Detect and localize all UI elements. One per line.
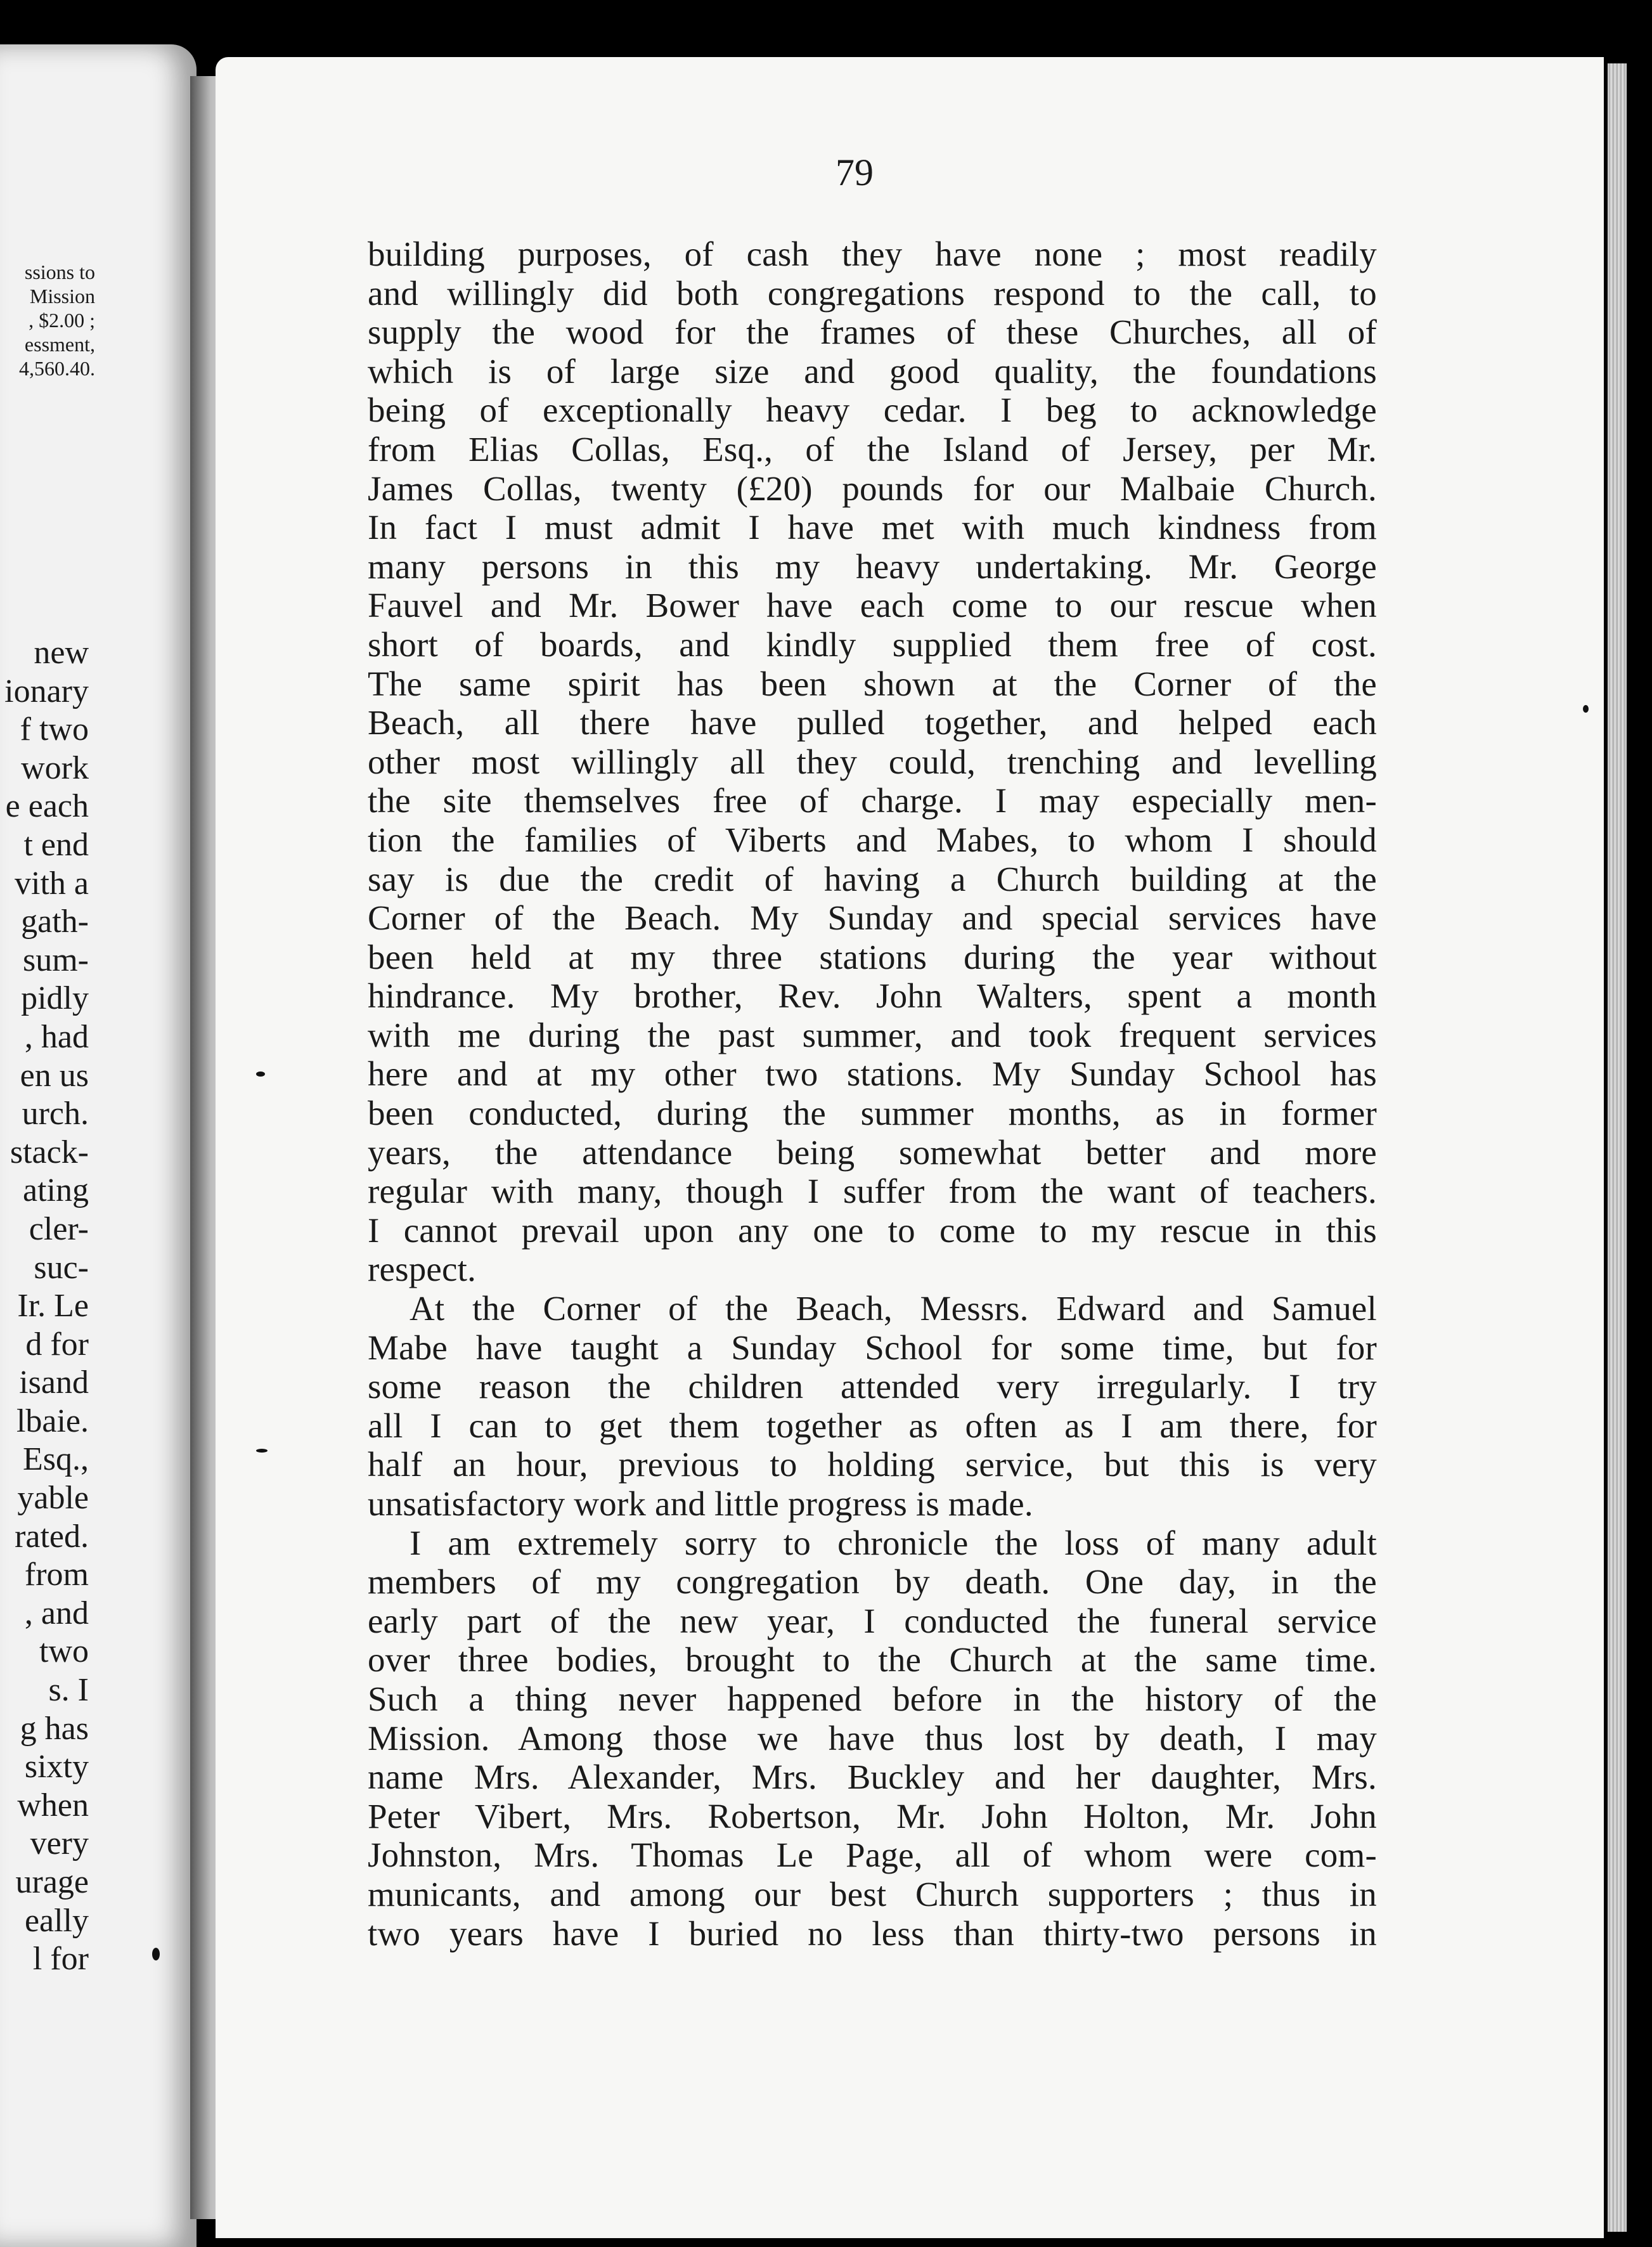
fragment-line: g has (20, 1710, 89, 1747)
text-line: years, the attendance being somewhat better and more (368, 1132, 1377, 1172)
text-line: being of exceptionally heavy cedar. I beg to acknowledge (368, 391, 1377, 430)
text-line: tion the families of Viberts and Mabes, to whom I should (368, 820, 1377, 859)
text-line: from Elias Collas, Esq., of the Island of Jersey, per Mr. (368, 429, 1377, 469)
text-line: some reason the children attended very irregularly. I try (368, 1367, 1377, 1406)
fragment-line: pidly (21, 980, 89, 1017)
text-line: At the Corner of the Beach, Messrs. Edward and Samuel (410, 1289, 1377, 1328)
fragment-line: ionary (4, 673, 89, 709)
text-line: Fauvel and Mr. Bower have each come to our rescue when (368, 586, 1377, 625)
fragment-line: essment, (24, 333, 95, 356)
ink-speck (152, 1948, 160, 1960)
text-line: early part of the new year, I conducted the funeral service (368, 1601, 1377, 1640)
fragment-line: cler- (29, 1210, 89, 1247)
fragment-line: e each (5, 788, 89, 825)
text-line: municants, and among our best Church supporters ; thus in (368, 1874, 1377, 1914)
text-line: The same spirit has been shown at the Corner of the (368, 664, 1377, 703)
fragment-line: isand (19, 1364, 89, 1401)
fragment-line: very (30, 1825, 89, 1862)
fragment-line: from (24, 1557, 89, 1593)
text-line: supply the wood for the frames of these Churches, all of (368, 313, 1377, 352)
text-line: the site themselves free of charge. I may especially men- (368, 781, 1377, 820)
text-line: Johnston, Mrs. Thomas Le Page, all of whom were com- (368, 1836, 1377, 1875)
text-line: I am extremely sorry to chronicle the loss of many adult (410, 1523, 1377, 1562)
text-line: which is of large size and good quality, the foundations (368, 351, 1377, 391)
fragment-line: stack- (10, 1134, 89, 1170)
fragment-line: sixty (24, 1749, 89, 1785)
text-line: and willingly did both congregations respond to the call, to (368, 273, 1377, 313)
text-line: all I can to get them together as often as I am there, for (368, 1406, 1377, 1445)
text-line: Mabe have taught a Sunday School for some time, but for (368, 1328, 1377, 1367)
text-line: here and at my other two stations. My Sunday School has (368, 1054, 1377, 1094)
previous-page-fragments (4, 634, 89, 1979)
ink-speck (256, 1449, 268, 1453)
text-line: name Mrs. Alexander, Mrs. Buckley and her daughter, Mrs. (368, 1758, 1377, 1797)
fragment-line: Ir. Le (17, 1288, 89, 1324)
fragment-line: eally (24, 1902, 89, 1939)
fragment-line: 4,560.40. (19, 357, 95, 380)
text-line: Corner of the Beach. My Sunday and special services have (368, 898, 1377, 938)
text-line: many persons in this my heavy undertaking. Mr. George (368, 547, 1377, 586)
text-line: respect. (368, 1250, 477, 1289)
text-line: other most willingly all they could, trenching and levelling (368, 742, 1377, 781)
text-line: I cannot prevail upon any one to come to my rescue in this (368, 1210, 1377, 1250)
text-line: members of my congregation by death. One day, in the (368, 1562, 1377, 1602)
fragment-line: , and (24, 1595, 89, 1631)
text-line: hindrance. My brother, Rev. John Walters, spent a month (368, 976, 1377, 1016)
page-stack-edge (1608, 63, 1627, 2232)
fragment-line: en us (20, 1057, 89, 1094)
fragment-line: gath- (21, 903, 89, 940)
page-number: 79 (836, 152, 874, 193)
text-line: two years have I buried no less than thirty-two persons in (368, 1914, 1377, 1953)
text-line: Mission. Among those we have thus lost by death, I may (368, 1718, 1377, 1758)
fragment-line: Esq., (23, 1441, 89, 1478)
fragment-line: s. I (48, 1672, 89, 1709)
text-line: with me during the past summer, and took frequent services (368, 1015, 1377, 1054)
fragment-line: , $2.00 ; (29, 309, 95, 332)
text-line: James Collas, twenty (£20) pounds for our Malbaie Church. (368, 469, 1377, 508)
fragment-line: work (21, 749, 89, 786)
ink-speck (1583, 705, 1589, 713)
fragment-line: t end (23, 826, 89, 863)
text-line: Beach, all there have pulled together, and helped each (368, 703, 1377, 742)
text-line: regular with many, though I suffer from the want of teachers. (368, 1172, 1377, 1211)
text-line: been conducted, during the summer months, as in former (368, 1094, 1377, 1133)
fragment-line: ssions to (24, 261, 95, 283)
fragment-line: two (39, 1633, 89, 1670)
text-line: Such a thing never happened before in the history of the (368, 1679, 1377, 1718)
previous-page-top-fragments (19, 260, 95, 380)
fragment-line: d for (25, 1326, 89, 1363)
fragment-line: new (34, 635, 89, 671)
fragment-line: ating (23, 1172, 89, 1209)
text-line: say is due the credit of having a Church building at the (368, 859, 1377, 898)
text-line: been held at my three stations during the year without (368, 937, 1377, 976)
fragment-line: urch. (22, 1096, 89, 1132)
text-line: half an hour, previous to holding service, but this is very (368, 1445, 1377, 1484)
text-line: building purposes, of cash they have none ; most readily (368, 235, 1377, 273)
fragment-line: rated. (15, 1518, 89, 1555)
fragment-line: , had (24, 1018, 89, 1055)
fragment-line: urage (15, 1864, 89, 1900)
previous-page-edge (0, 44, 197, 2247)
fragment-line: when (17, 1787, 89, 1823)
ink-speck (256, 1072, 265, 1077)
fragment-line: vith a (15, 865, 89, 902)
text-line: over three bodies, brought to the Church at the same time. (368, 1640, 1377, 1680)
fragment-line: f two (20, 711, 89, 748)
text-line: In fact I must admit I have met with much kindness from (368, 508, 1377, 547)
fragment-line: Mission (29, 285, 95, 308)
fragment-line: sum- (23, 942, 89, 978)
fragment-line: lbaie. (16, 1402, 89, 1439)
page-body (368, 235, 1377, 1953)
text-line: short of boards, and kindly supplied them free of cost. (368, 625, 1377, 664)
fragment-line: l for (32, 1941, 89, 1978)
text-line: Peter Vibert, Mrs. Robertson, Mr. John Holton, Mr. John (368, 1796, 1377, 1836)
fragment-line: yable (17, 1480, 89, 1517)
fragment-line: suc- (34, 1249, 89, 1286)
text-line: unsatisfactory work and little progress is made. (368, 1484, 1033, 1523)
